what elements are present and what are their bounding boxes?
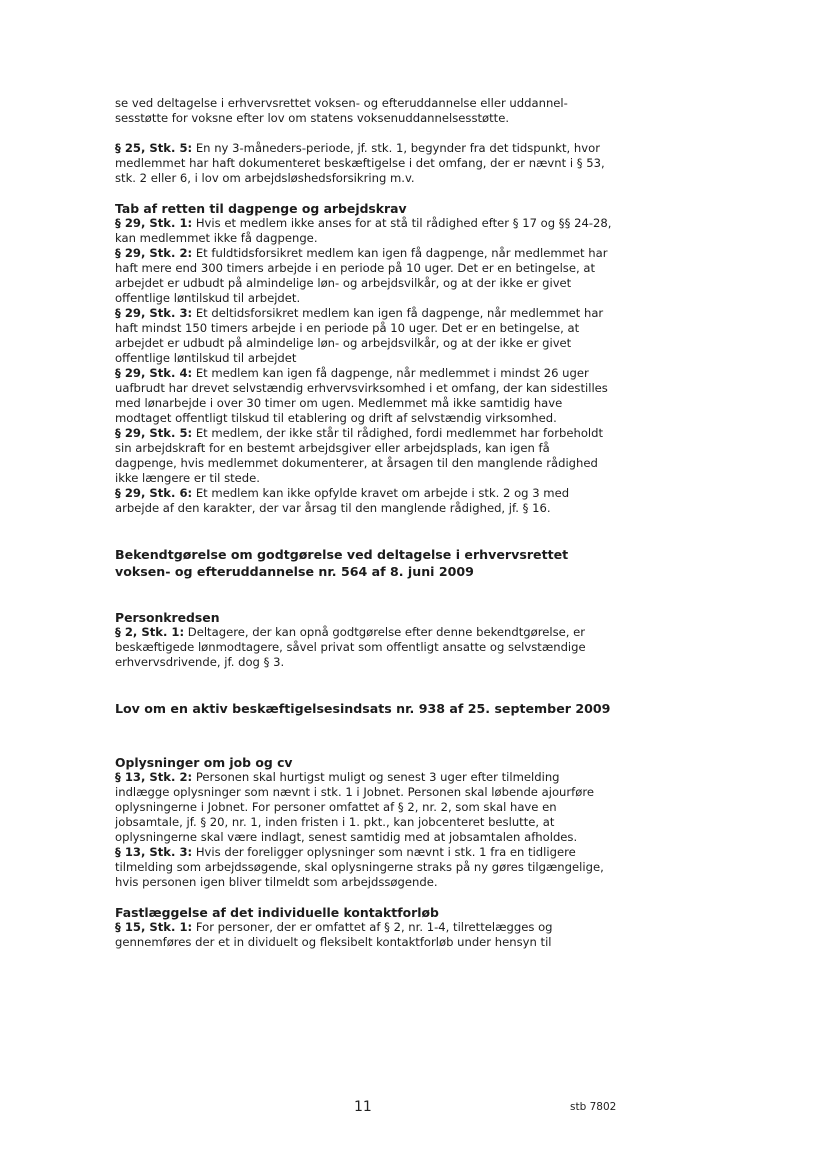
paragraph-text: En ny 3-måneders-periode, jf. stk. 1, begynder fra det tidspunkt, hvor medlemmet har haft dokumenteret beskæftigelse i det omfang, der er nævnt i § 53, stk. 2 eller 6, i lov om arbejdsløshedsforsikring m.v. [115, 141, 605, 185]
page-number: 11 [354, 1099, 372, 1115]
paragraph-29-2 [115, 246, 615, 306]
section-heading-personkredsen: Personkredsen [115, 610, 220, 625]
paragraph-text: Et fuldtidsforsikret medlem kan igen få dagpenge, når medlemmet har haft mere end 300 timers arbejde i en periode på 10 uger. Det er en betingelse, at arbejdet er udbudt på almindelige løn- og arbejdsvilkår, og at der ikke er givet offentlige løntilskud til arbejdet. [115, 246, 608, 305]
section-heading-oplysninger: Oplysninger om job og cv [115, 755, 293, 770]
paragraph-ref: § 29, Stk. 5: [115, 426, 193, 440]
paragraph-ref: § 29, Stk. 4: [115, 366, 193, 380]
paragraph-ref: § 15, Stk. 1: [115, 920, 193, 934]
paragraph-ref: § 29, Stk. 6: [115, 486, 193, 500]
section-heading-tab-af-retten: Tab af retten til dagpenge og arbejdskrav [115, 201, 407, 216]
paragraph-15-1 [115, 920, 615, 950]
paragraph-text: Et deltidsforsikret medlem kan igen få dagpenge, når medlemmet har haft mindst 150 timers arbejde i en periode på 10 uger. Det er en betingelse, at arbejdet er udbudt på almindelige løn- og arbejdsvilkår, og at der ikke er givet offentlige løntilskud til arbejdet [115, 306, 604, 365]
paragraph-text: Et medlem kan igen få dagpenge, når medlemmet i mindst 26 uger uafbrudt har drevet selvstændig erhvervsvirksomhed i et omfang, der kan sidestilles med lønarbejde i over 30 timer om ugen. Medlemmet må ikke samtidig have modtaget offentligt tilskud til etablering og drift af selvstændig virksomhed. [115, 366, 608, 425]
section-title-bekendtgoerelse: Bekendtgørelse om godtgørelse ved deltagelse i erhvervsrettet voksen- og efteruddannelse nr. 564 af 8. juni 2009 [115, 547, 569, 579]
paragraph-text: For personer, der er omfattet af § 2, nr. 1-4, tilrettelægges og gennemføres der et in dividuelt og fleksibelt kontaktforløb under hensyn til [115, 920, 553, 949]
paragraph-13-3 [115, 845, 615, 890]
paragraph-text: Et medlem kan ikke opfylde kravet om arbejde i stk. 2 og 3 med arbejde af den karakter, der var årsag til den manglende rådighed, jf. § 16. [115, 486, 570, 515]
paragraph-ref: § 29, Stk. 1: [115, 216, 193, 230]
intro-paragraph: se ved deltagelse i erhvervsrettet voksen- og efteruddannelse eller uddannel- sesstøtte for voksne efter lov om statens voksenuddannelsesstøtte. [115, 96, 568, 125]
document-body [115, 96, 615, 950]
paragraph-text: Personen skal hurtigst muligt og senest 3 uger efter tilmelding indlægge oplysninger som nævnt i stk. 1 i Jobnet. Personen skal løbende ajourføre oplysningerne i Jobnet. For personer omfattet af § 2, nr. 2, som skal have en jobsamtale, jf. § 20, nr. 1, inden fristen i 1. pkt., kan jobcenteret beslutte, at oplysningerne skal være indlagt, senest samtidig med at jobsamtalen afholdes. [115, 770, 594, 844]
paragraph-29-6 [115, 486, 615, 516]
paragraph-ref: § 25, Stk. 5: [115, 141, 193, 155]
paragraph-text: Hvis et medlem ikke anses for at stå til rådighed efter § 17 og §§ 24-28, kan medlemmet ikke få dagpenge. [115, 216, 612, 245]
paragraph-29-3 [115, 306, 615, 366]
paragraph-29-1 [115, 216, 615, 246]
paragraph-2-1 [115, 625, 615, 670]
paragraph-ref: § 2, Stk. 1: [115, 625, 185, 639]
paragraph-ref: § 13, Stk. 3: [115, 845, 193, 859]
paragraph-ref: § 29, Stk. 3: [115, 306, 193, 320]
paragraph-13-2 [115, 770, 615, 845]
section-heading-fastlaeggelse: Fastlæggelse af det individuelle kontaktforløb [115, 905, 439, 920]
paragraph-text: Hvis der foreligger oplysninger som nævnt i stk. 1 fra en tidligere tilmelding som arbejdssøgende, skal oplysningerne straks på ny gøres tilgængelige, hvis personen igen bliver tilmeldt som arbejdssøgende. [115, 845, 604, 889]
tab-items [115, 216, 615, 516]
paragraph-text: Et medlem, der ikke står til rådighed, fordi medlemmet har forbeholdt sin arbejdskraft for en bestemt arbejdsgiver eller arbejdsplads, kan igen få dagpenge, hvis medlemmet dokumenterer, at årsagen til den manglende rådighed ikke længere er til stede. [115, 426, 604, 485]
paragraph-29-4 [115, 366, 615, 426]
paragraph-29-5 [115, 426, 615, 486]
section-title-lov: Lov om en aktiv beskæftigelsesindsats nr. 938 af 25. september 2009 [115, 701, 611, 716]
paragraph-25-5 [115, 141, 615, 186]
document-code: stb 7802 [570, 1101, 617, 1113]
paragraph-text: Deltagere, der kan opnå godtgørelse efter denne bekendtgørelse, er beskæftigede lønmodtagere, såvel privat som offentligt ansatte og selvstændige erhvervsdrivende, jf. dog § 3. [115, 625, 586, 669]
paragraph-ref: § 13, Stk. 2: [115, 770, 193, 784]
paragraph-ref: § 29, Stk. 2: [115, 246, 193, 260]
